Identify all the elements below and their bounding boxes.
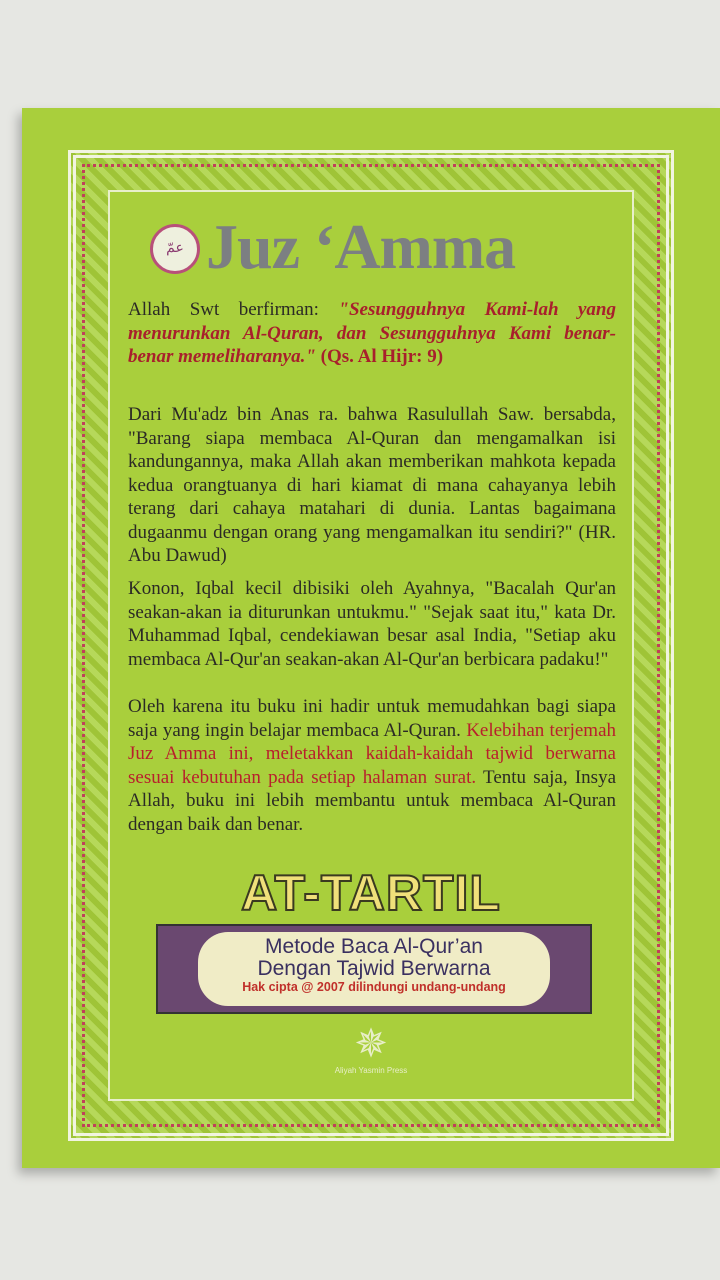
- desc-highlight: Kelebihan terjemah Juz Amma ini, meletakkan kaidah-kaidah tajwid berwarna sesuai kebutuhan pada setiap halaman surat.: [128, 719, 617, 788]
- copyright-notice: Hak cipta @ 2007 dilindungi undang-undang: [242, 980, 506, 994]
- desc-text-b: Tentu saja, Insya Allah, buku ini lebih membantu untuk membaca Al-Quran dengan baik dan benar.: [128, 766, 617, 835]
- paragraph-description: [128, 695, 616, 836]
- paragraph-iqbal: Konon, Iqbal kecil dibisiki oleh Ayahnya, "Bacalah Qur'an seakan-akan ia diturunkan untukmu." "Sejak saat itu," kata Dr. Muhammad Iqbal, cendekiawan besar asal India, "Setiap aku membaca Al-Qur'an seakan-akan Al-Qur'an berbicara padaku!": [128, 578, 616, 670]
- paragraph-quran-verse: [128, 298, 616, 369]
- banner-line-2: Dengan Tajwid Berwarna: [257, 957, 491, 980]
- content-panel: [108, 190, 634, 1101]
- ornamental-border: [68, 150, 674, 1141]
- verse-reference: (Qs. Al Hijr: 9): [315, 346, 444, 367]
- juz-seal-icon: عمّ: [150, 224, 200, 274]
- publisher-name: Aliyah Yasmin Press: [334, 1066, 408, 1075]
- method-banner: [156, 924, 592, 1014]
- verse-quote: "Sesungguhnya Kami-lah yang menurunkan Al-Quran, dan Sesungguhnya Kami benar-benar memeliharanya.": [128, 299, 616, 367]
- book-title: Juz ‘Amma: [206, 211, 516, 282]
- paragraph-hadith: Dari Mu'adz bin Anas ra. bahwa Rasulullah Saw. bersabda, "Barang siapa membaca Al-Quran dan mengamalkan isi kandungannya, maka Allah akan memberikan mahkota kepada kedua orangtuanya di hari kiamat di mana cahayanya lebih terang dari cahaya matahari di dunia. Lantas bagaimana dugaanmu dengan orang yang mengamalkan itu sendiri?" (HR. Abu Dawud): [128, 404, 616, 566]
- book-back-cover: [22, 108, 720, 1168]
- desc-text-a: Oleh karena itu buku ini hadir untuk memudahkan bagi siapa saja yang ingin belajar membaca Al-Quran.: [128, 696, 616, 741]
- verse-lead: Allah Swt berfirman:: [128, 299, 339, 320]
- star-book-icon: ✵: [354, 1022, 388, 1066]
- banner-line-1: Metode Baca Al-Qur’an: [265, 935, 483, 958]
- publisher-logo: [110, 1022, 632, 1075]
- brand-at-tartil: AT-TARTIL: [241, 865, 501, 921]
